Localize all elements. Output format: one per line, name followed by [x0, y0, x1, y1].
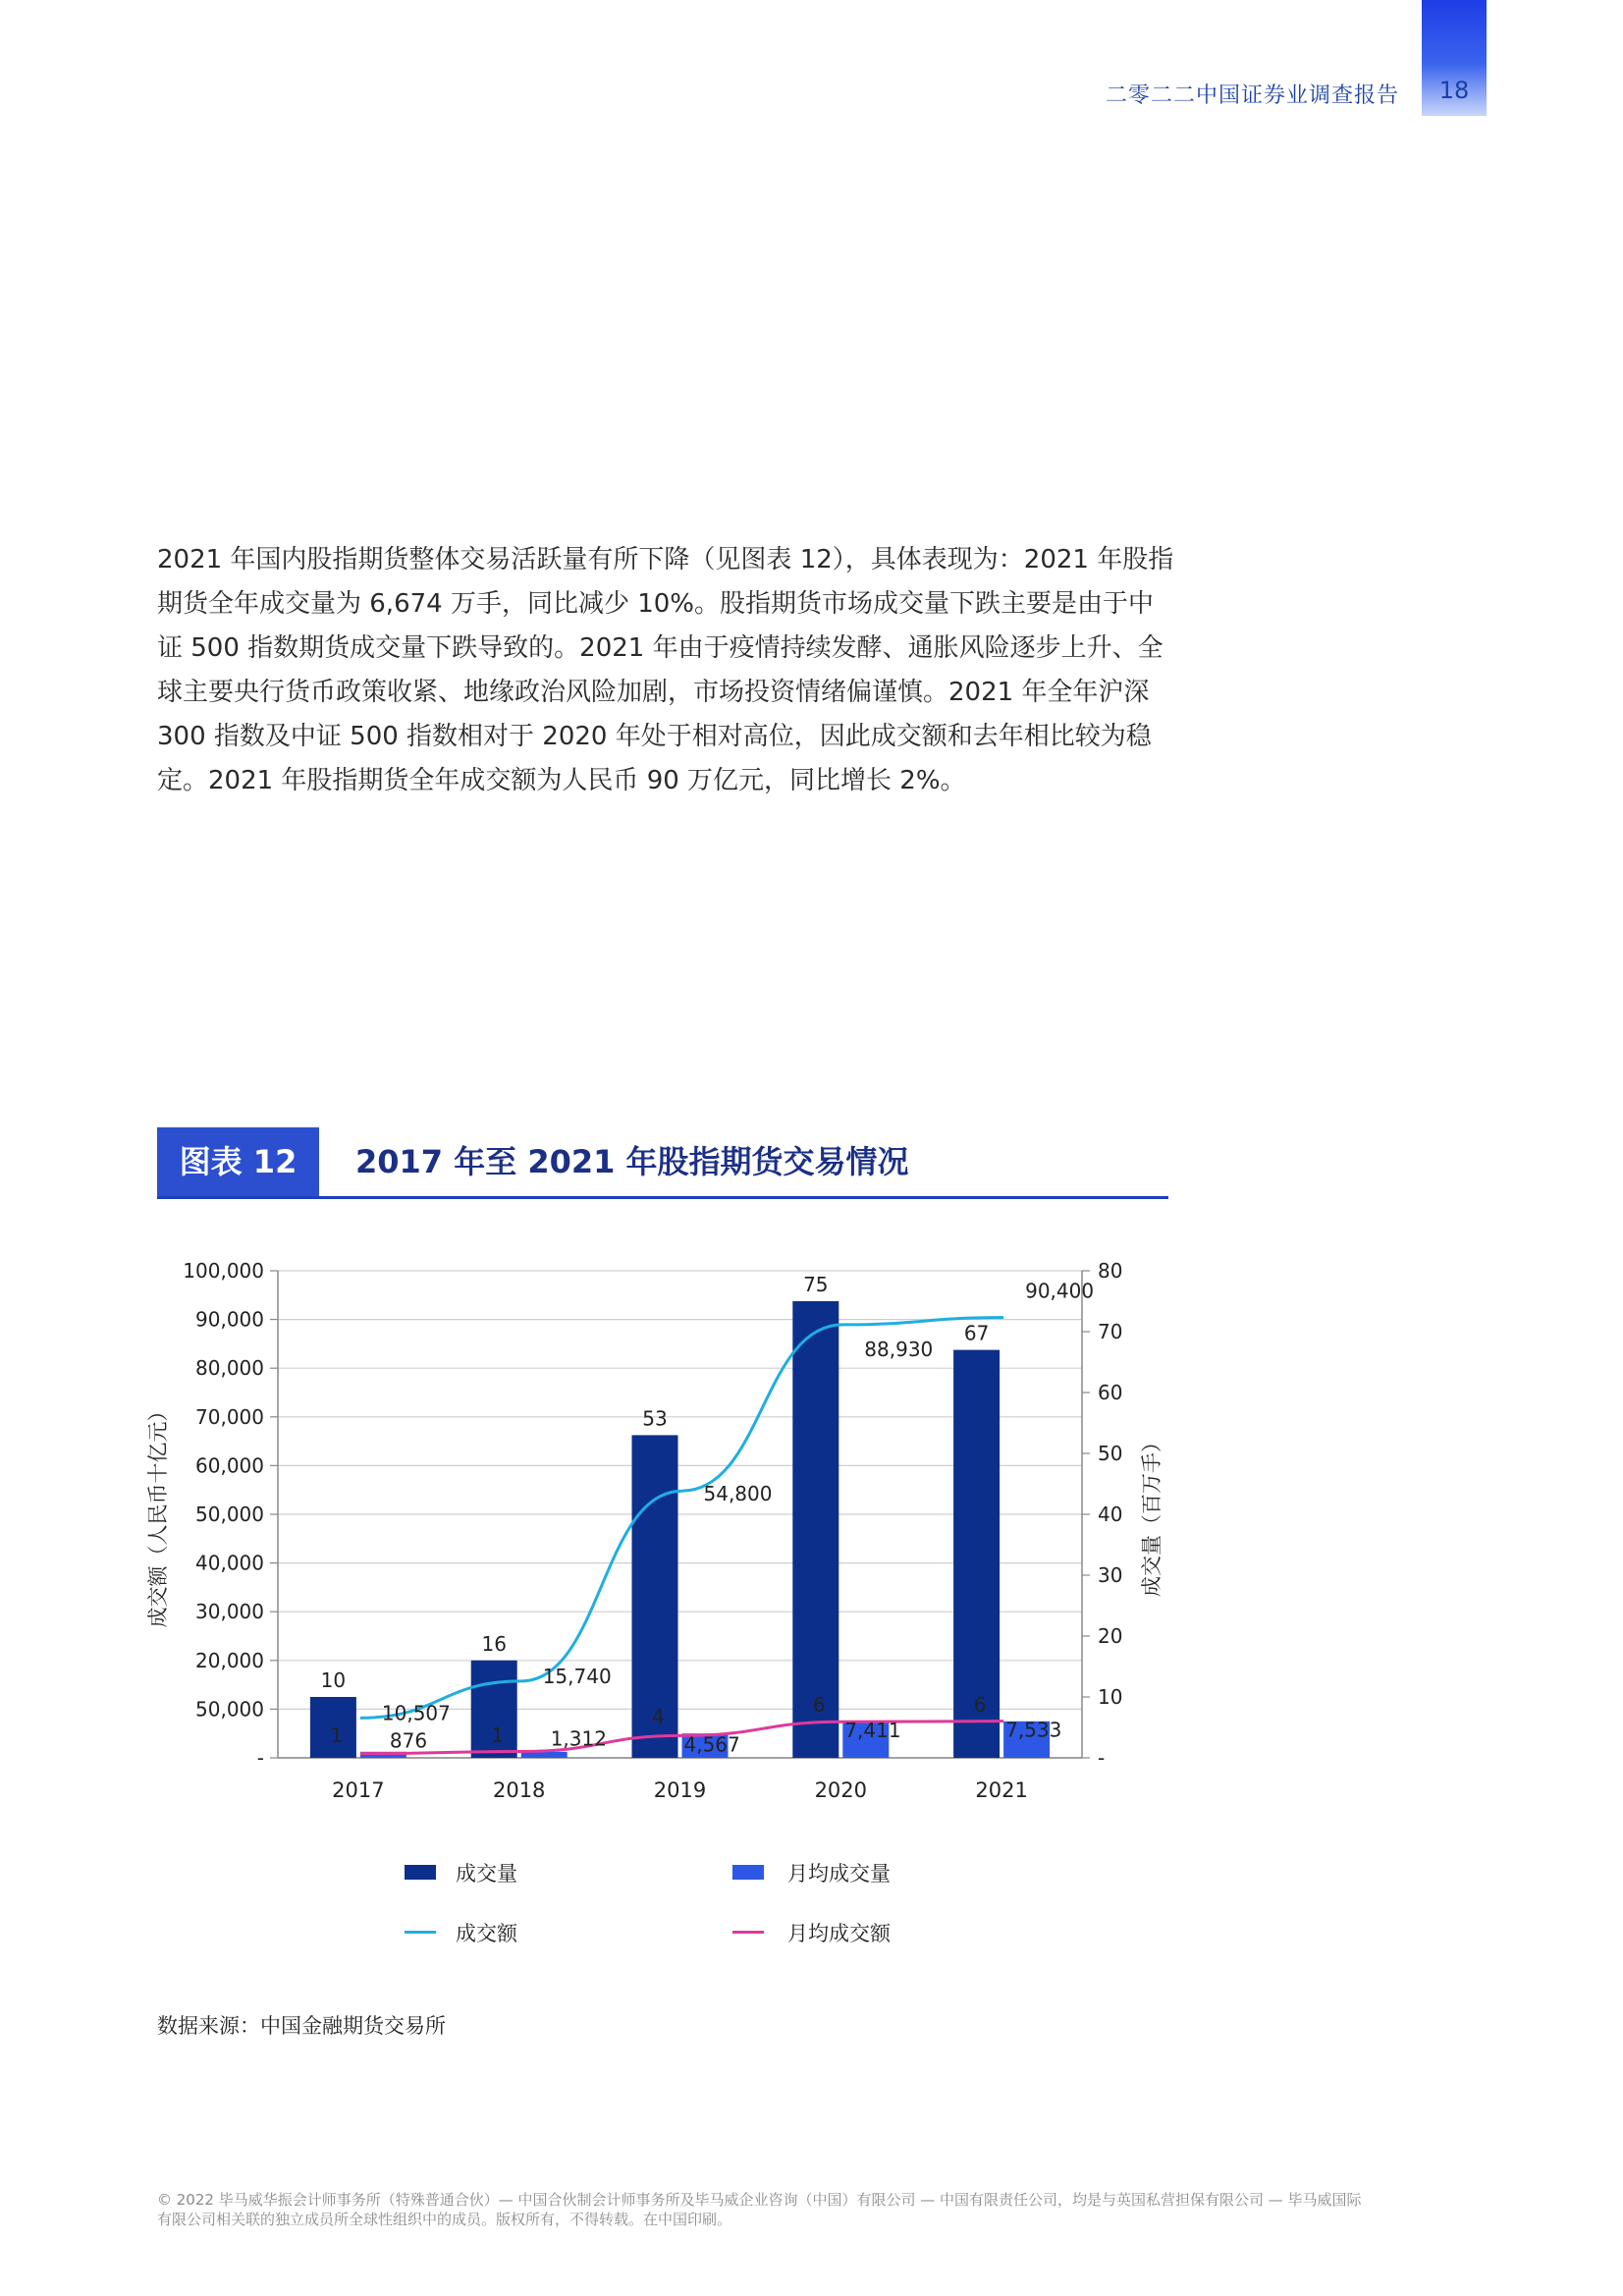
bar-volume-label: 67	[963, 1321, 990, 1345]
left-axis-title: 成交额（人民币十亿元）	[146, 1400, 170, 1628]
bar-volume-label: 10	[320, 1668, 347, 1692]
footer-line-1: © 2022 毕马威华振会计师事务所（特殊普通合伙）— 中国合伙制会计师事务所及毕马威企业咨询（中国）有限公司 — 中国有限责任公司，均是与英国私营担保有限公司 — 毕马威国际	[157, 2191, 1362, 2209]
legend-swatch-monthly-amount	[732, 1931, 764, 1934]
bar-volume-label: 16	[481, 1631, 507, 1656]
left-axis-tick-label: 20,000	[195, 1648, 264, 1672]
right-axis-tick-label: 10	[1098, 1685, 1123, 1709]
legend-swatch-volume	[405, 1865, 436, 1880]
bar-volume	[792, 1301, 839, 1758]
bar-monthly-volume-label: 1	[330, 1722, 344, 1747]
left-axis-tick-label: 60,000	[195, 1453, 264, 1478]
left-axis-tick-label: 100,000	[183, 1259, 264, 1283]
bar-monthly-volume-label: 6	[973, 1692, 987, 1717]
x-axis-tick-label: 2021	[975, 1778, 1028, 1802]
right-axis-tick-label: -	[1098, 1746, 1106, 1770]
line-monthly-amount-label: 876	[389, 1728, 428, 1753]
legend-label-amount: 成交额	[456, 1922, 517, 1945]
line-trading-amount	[360, 1318, 1003, 1719]
x-axis-tick-label: 2018	[492, 1778, 546, 1802]
x-axis-tick-label: 2017	[332, 1778, 385, 1802]
right-axis-tick-label: 20	[1098, 1624, 1123, 1648]
legend-label-volume: 成交量	[456, 1862, 517, 1886]
left-axis-tick-label: 70,000	[195, 1404, 264, 1429]
left-axis-tick-label: 40,000	[195, 1551, 264, 1575]
left-axis-tick-label: 50,000	[195, 1503, 264, 1526]
data-source: 数据来源：中国金融期货交易所	[157, 2014, 446, 2038]
left-axis-tick-label: 30,000	[195, 1600, 264, 1624]
bar-monthly-volume-label: 6	[812, 1692, 826, 1717]
right-axis-tick-label: 50	[1098, 1442, 1123, 1465]
figure-tag: 图表 12	[157, 1127, 319, 1196]
right-axis-tick-label: 80	[1098, 1259, 1123, 1283]
legend-swatch-monthly-volume	[732, 1865, 764, 1880]
bar-volume-label: 53	[642, 1406, 668, 1431]
line-amount-label: 88,930	[864, 1337, 934, 1361]
footer-line-2: 有限公司相关联的独立成员所全球性组织中的成员。版权所有，不得转载。在中国印刷。	[157, 2211, 732, 2228]
legend-label-monthly-volume: 月均成交量	[787, 1862, 891, 1886]
x-axis-tick-label: 2020	[814, 1778, 868, 1802]
left-axis-tick-label: 80,000	[195, 1356, 264, 1381]
legend-swatch-amount	[405, 1931, 436, 1934]
left-axis-tick-label: -	[256, 1746, 264, 1770]
line-monthly-amount-label: 7,411	[844, 1719, 901, 1743]
line-monthly-amount-label: 7,533	[1005, 1718, 1062, 1742]
line-monthly-amount-label: 1,312	[550, 1726, 607, 1751]
page-number: 18	[1438, 77, 1470, 104]
right-axis-tick-label: 60	[1098, 1381, 1123, 1404]
right-axis-tick-label: 40	[1098, 1503, 1123, 1526]
line-amount-label: 10,507	[381, 1701, 451, 1725]
left-axis-tick-label: 50,000	[195, 1697, 264, 1722]
report-title: 二零二二中国证券业调查报告	[1105, 83, 1399, 108]
left-axis-tick-label: 90,000	[195, 1307, 264, 1332]
bar-volume-label: 75	[803, 1273, 829, 1296]
right-axis-title: 成交量（百万手）	[1140, 1432, 1163, 1597]
x-axis-tick-label: 2019	[653, 1778, 707, 1802]
line-amount-label: 15,740	[542, 1664, 612, 1688]
bar-monthly-volume-label: 4	[652, 1705, 665, 1729]
line-amount-label: 90,400	[1025, 1279, 1095, 1303]
right-axis-tick-label: 70	[1098, 1320, 1123, 1343]
line-amount-label: 54,800	[703, 1482, 773, 1506]
bar-monthly-volume-label: 1	[491, 1722, 505, 1747]
legend-label-monthly-amount: 月均成交额	[787, 1922, 891, 1945]
copyright-footer	[157, 2190, 1492, 2229]
figure-title: 2017 年至 2021 年股指期货交易情况	[355, 1143, 909, 1180]
line-monthly-amount-label: 4,567	[683, 1732, 740, 1757]
body-paragraph: 2021 年国内股指期货整体交易活跃量有所下降（见图表 12），具体表现为：2021 年股指期货全年成交量为 6,674 万手，同比减少 10%。股指期货市场成交量下跌主要是由于中证 500 指数期货成交量下跌导致的。2021 年由于疫情持续发酵、通胀风险逐步上升、全球主要央行货币政策收紧、地缘政治风险加剧，市场投资情绪偏谨慎。2021 年全年沪深 300 指数及中证 500 指数相对于 2020 年处于相对高位，因此成交额和去年相比较为稳定。2021 年股指期货全年成交额为人民币 90 万亿元，同比增长 2%。	[157, 545, 1174, 795]
right-axis-tick-label: 30	[1098, 1563, 1123, 1587]
